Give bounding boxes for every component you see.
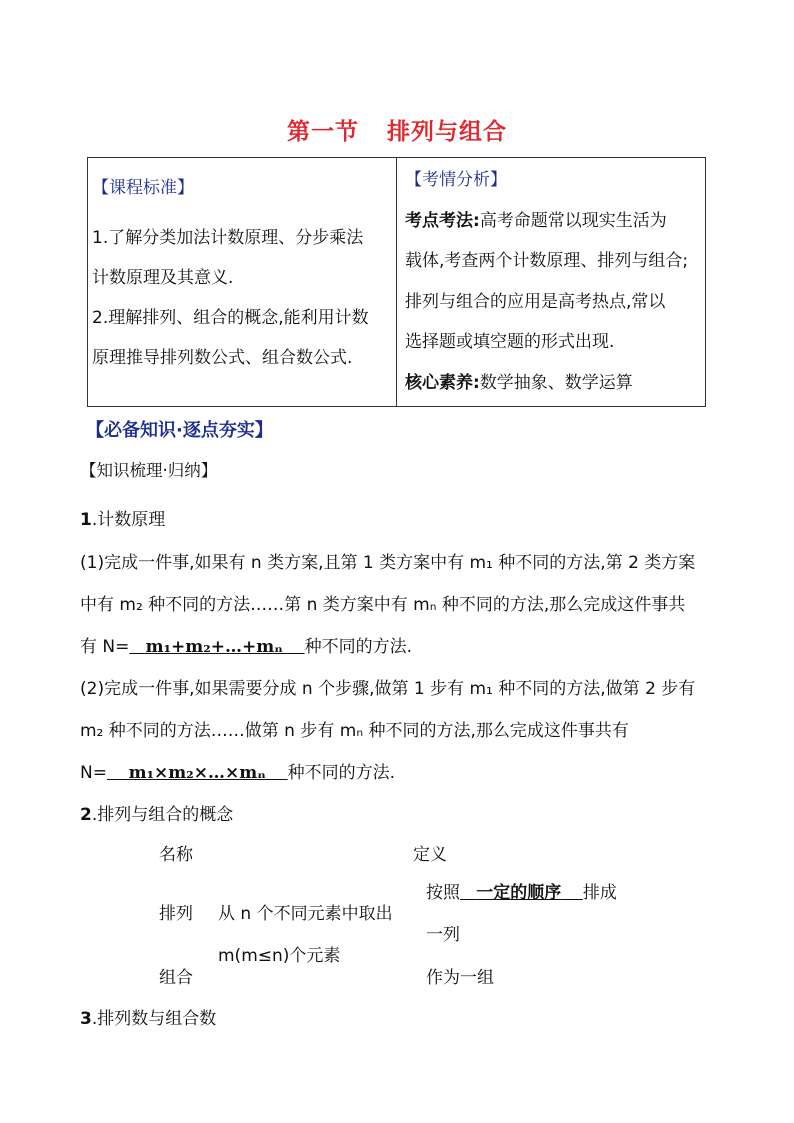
analysis-line3: 排列与组合的应用是高考热点,常以 — [405, 291, 666, 312]
row-name-permutation: 排列 — [159, 904, 193, 924]
shared-definition-line1: 从 n 个不同元素中取出 — [218, 904, 393, 924]
analysis-line5: 数学抽象、数学运算 — [479, 372, 633, 393]
analysis-line1: 高考命题常以现实生活为 — [479, 210, 667, 231]
table-divider — [396, 158, 397, 406]
item1-p2-line2: m₂ 种不同的方法……做第 n 步有 mₙ 种不同的方法,那么完成这件事共有 — [80, 721, 629, 741]
course-standards-header: 【课程标准】 — [92, 178, 194, 198]
standards-line1: 1.了解分类加法计数原理、分步乘法 — [92, 228, 364, 248]
analysis-line4: 选择题或填空题的形式出现. — [405, 332, 615, 352]
col-header-definition: 定义 — [413, 845, 447, 865]
standards-line4: 原理推导排列数公式、组合数公式. — [92, 348, 353, 368]
course-standards-cell — [92, 168, 392, 378]
exam-analysis-cell — [405, 160, 705, 403]
answer-sum: m₁+m₂+…+mₙ — [145, 637, 284, 657]
analysis-label-kaodian: 考点考法: — [405, 210, 480, 231]
analysis-label-suyang: 核心素养: — [405, 372, 480, 393]
exam-analysis-header: 【考情分析】 — [405, 170, 507, 190]
col-header-name: 名称 — [159, 845, 193, 865]
item1-heading: 1.计数原理 — [80, 510, 166, 530]
row-name-combination: 组合 — [159, 968, 193, 988]
standards-line2: 计数原理及其意义. — [92, 268, 234, 288]
permutation-definition-line2: 一列 — [426, 925, 460, 945]
item1-p1-line1: (1)完成一件事,如果有 n 类方案,且第 1 类方案中有 m₁ 种不同的方法,第 2 类方案 — [80, 553, 696, 573]
item1-p2-line3: N= m₁×m₂×…×mₙ 种不同的方法. — [80, 763, 396, 783]
item1-p1-line3: 有 N= m₁+m₂+…+mₙ 种不同的方法. — [80, 637, 413, 657]
item1-p2-line1: (2)完成一件事,如果需要分成 n 个步骤,做第 1 步有 m₁ 种不同的方法,做第 2 步有 — [80, 679, 696, 699]
page-title — [0, 113, 794, 146]
answer-order: 一定的顺序 — [476, 883, 562, 903]
title-part2: 排列与组合 — [387, 119, 507, 145]
item2-heading: 2.排列与组合的概念 — [80, 805, 234, 825]
item3-heading: 3.排列数与组合数 — [80, 1009, 217, 1029]
combination-definition: 作为一组 — [426, 968, 494, 988]
answer-product: m₁×m₂×…×mₙ — [128, 763, 267, 783]
standards-line3: 2.理解排列、组合的概念,能利用计数 — [92, 308, 369, 328]
title-part1: 第一节 — [287, 119, 359, 145]
analysis-line2: 载体,考查两个计数原理、排列与组合; — [405, 251, 689, 271]
section-heading: 【必备知识·逐点夯实】 — [86, 420, 273, 441]
item1-p1-line2: 中有 m₂ 种不同的方法……第 n 类方案中有 mₙ 种不同的方法,那么完成这件事共 — [80, 595, 686, 615]
shared-definition-line2: m(m≤n)个元素 — [218, 946, 341, 966]
sub-heading: 【知识梳理·归纳】 — [80, 461, 218, 480]
permutation-definition-line1: 按照 一定的顺序 排成 — [426, 883, 617, 903]
